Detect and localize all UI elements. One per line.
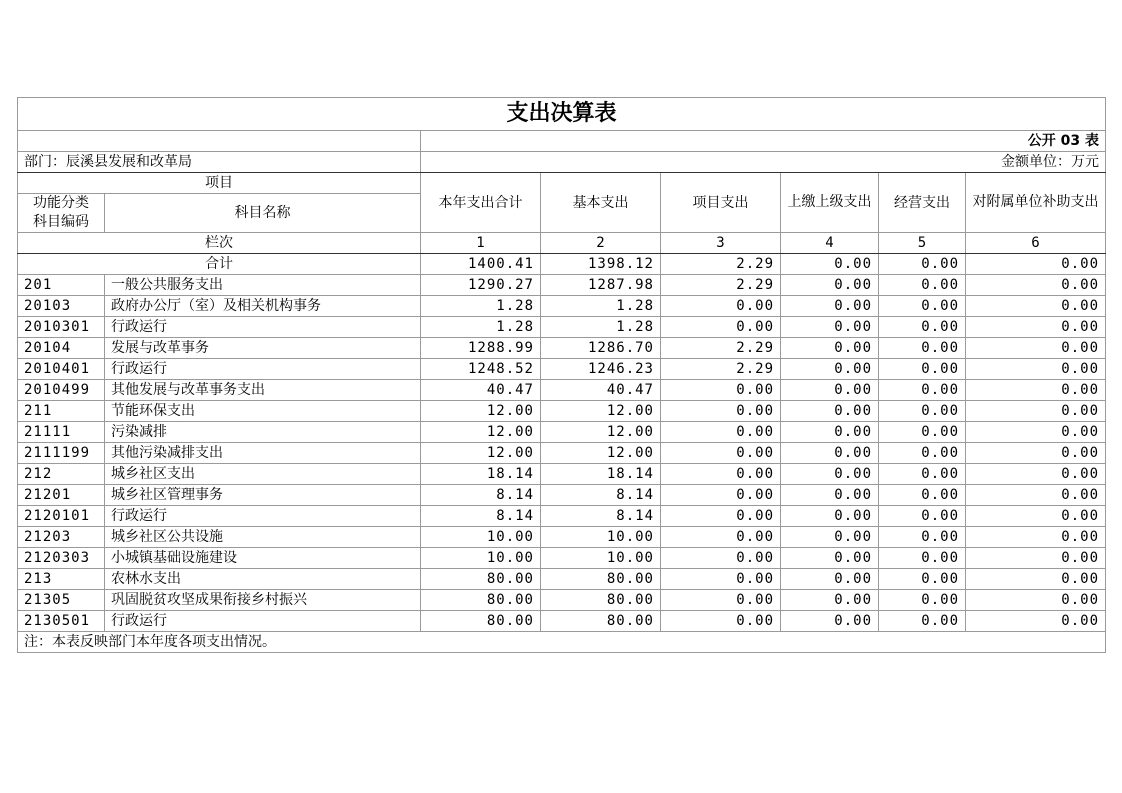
table-cell: 8.14: [421, 506, 541, 527]
table-row: [18, 401, 1106, 422]
subject-code: 213: [18, 569, 105, 590]
header-remit-upper: 上缴上级支出: [781, 173, 879, 233]
table-cell: 0.00: [879, 275, 966, 296]
subject-name: 城乡社区支出: [105, 464, 421, 485]
department-label: 部门：辰溪县发展和改革局: [18, 152, 421, 173]
table-row: [18, 317, 1106, 338]
subject-code: 21203: [18, 527, 105, 548]
table-cell: 0.00: [879, 338, 966, 359]
table-cell: 10.00: [541, 527, 661, 548]
subject-name: 其他污染减排支出: [105, 443, 421, 464]
table-cell: 0.00: [661, 611, 781, 632]
table-cell: 0.00: [661, 464, 781, 485]
subject-code: 2130501: [18, 611, 105, 632]
table-cell: 0.00: [781, 401, 879, 422]
table-cell: 0.00: [966, 317, 1106, 338]
table-cell: 0.00: [966, 506, 1106, 527]
table-cell: 1.28: [421, 317, 541, 338]
table-cell: 0.00: [781, 506, 879, 527]
subject-code: 2111199: [18, 443, 105, 464]
table-cell: 0.00: [879, 548, 966, 569]
subject-code: 2010301: [18, 317, 105, 338]
table-cell: 0.00: [879, 359, 966, 380]
table-cell: 0.00: [661, 590, 781, 611]
table-row: [18, 548, 1106, 569]
table-cell: 12.00: [541, 401, 661, 422]
table-cell: 0.00: [781, 338, 879, 359]
subject-name: 行政运行: [105, 611, 421, 632]
table-cell: 0.00: [879, 590, 966, 611]
table-cell: 0.00: [661, 422, 781, 443]
table-cell: 80.00: [421, 590, 541, 611]
table-cell: 10.00: [421, 527, 541, 548]
subject-name: 污染减排: [105, 422, 421, 443]
table-cell: 12.00: [421, 422, 541, 443]
table-cell: 0.00: [661, 296, 781, 317]
subject-name: 政府办公厅（室）及相关机构事务: [105, 296, 421, 317]
table-cell: 0.00: [661, 527, 781, 548]
subject-name: 一般公共服务支出: [105, 275, 421, 296]
table-cell: 1398.12: [541, 254, 661, 275]
table-row: [18, 506, 1106, 527]
table-row: [18, 422, 1106, 443]
table-cell: 2.29: [661, 275, 781, 296]
table-cell: 0.00: [966, 527, 1106, 548]
table-cell: 0.00: [966, 254, 1106, 275]
table-cell: 0.00: [879, 380, 966, 401]
subject-code: 21305: [18, 590, 105, 611]
table-cell: 1.28: [541, 317, 661, 338]
header-project: 项目支出: [661, 173, 781, 233]
table-cell: 0.00: [781, 464, 879, 485]
table-cell: 0.00: [781, 254, 879, 275]
header-basic: 基本支出: [541, 173, 661, 233]
table-cell: 0.00: [879, 254, 966, 275]
form-code: 公开 03 表: [421, 131, 1106, 152]
table-cell: 0.00: [781, 359, 879, 380]
table-row: [18, 443, 1106, 464]
table-row: [18, 611, 1106, 632]
column-number: 5: [879, 233, 966, 254]
table-cell: 0.00: [966, 296, 1106, 317]
table-cell: 0.00: [966, 464, 1106, 485]
subject-name: 城乡社区公共设施: [105, 527, 421, 548]
column-index-label: 栏次: [18, 233, 421, 254]
subject-code: 211: [18, 401, 105, 422]
table-cell: 1287.98: [541, 275, 661, 296]
table-cell: 12.00: [541, 422, 661, 443]
table-cell: 80.00: [421, 569, 541, 590]
table-cell: 0.00: [661, 485, 781, 506]
table-row: [18, 590, 1106, 611]
blank-cell: [18, 131, 421, 152]
table-cell: 0.00: [781, 527, 879, 548]
table-cell: 0.00: [661, 380, 781, 401]
table-cell: 0.00: [879, 485, 966, 506]
table-row: [18, 359, 1106, 380]
table-cell: 18.14: [541, 464, 661, 485]
table-cell: 0.00: [966, 422, 1106, 443]
table-row: [18, 464, 1106, 485]
column-number: 1: [421, 233, 541, 254]
header-business: 经营支出: [879, 173, 966, 233]
table-cell: 12.00: [421, 443, 541, 464]
table-cell: 0.00: [966, 380, 1106, 401]
table-note: 注：本表反映部门本年度各项支出情况。: [18, 632, 1106, 653]
table-cell: 40.47: [541, 380, 661, 401]
table-cell: 0.00: [879, 611, 966, 632]
table-cell: 0.00: [879, 569, 966, 590]
table-row: [18, 527, 1106, 548]
subject-name: 其他发展与改革事务支出: [105, 380, 421, 401]
table-cell: 10.00: [421, 548, 541, 569]
subject-name: 农林水支出: [105, 569, 421, 590]
table-cell: 1248.52: [421, 359, 541, 380]
table-cell: 12.00: [421, 401, 541, 422]
table-cell: 0.00: [781, 548, 879, 569]
table-cell: 10.00: [541, 548, 661, 569]
expenditure-table: [17, 97, 1106, 653]
column-number: 3: [661, 233, 781, 254]
subject-name: 小城镇基础设施建设: [105, 548, 421, 569]
table-cell: 0.00: [781, 569, 879, 590]
table-cell: 18.14: [421, 464, 541, 485]
table-cell: 0.00: [879, 296, 966, 317]
totals-row: [18, 254, 1106, 275]
subject-name: 行政运行: [105, 317, 421, 338]
table-cell: 0.00: [781, 485, 879, 506]
table-row: [18, 569, 1106, 590]
subject-code: 20104: [18, 338, 105, 359]
table-cell: 0.00: [966, 485, 1106, 506]
totals-label: 合计: [18, 254, 421, 275]
table-cell: 0.00: [966, 275, 1106, 296]
table-cell: 80.00: [421, 611, 541, 632]
subject-name: 发展与改革事务: [105, 338, 421, 359]
table-cell: 0.00: [966, 443, 1106, 464]
table-cell: 0.00: [879, 443, 966, 464]
table-cell: 12.00: [541, 443, 661, 464]
header-subsidy: 对附属单位补助支出: [966, 173, 1106, 233]
table-cell: 8.14: [541, 506, 661, 527]
table-cell: 0.00: [966, 401, 1106, 422]
table-cell: 0.00: [966, 611, 1106, 632]
table-cell: 0.00: [879, 401, 966, 422]
subject-code: 21111: [18, 422, 105, 443]
table-cell: 0.00: [661, 401, 781, 422]
table-cell: 1246.23: [541, 359, 661, 380]
table-cell: 1288.99: [421, 338, 541, 359]
table-cell: 1.28: [421, 296, 541, 317]
subject-code: 201: [18, 275, 105, 296]
unit-label: 金额单位：万元: [421, 152, 1106, 173]
table-row: [18, 338, 1106, 359]
table-cell: 0.00: [781, 317, 879, 338]
header-item: 项目: [18, 173, 421, 194]
table-cell: 0.00: [966, 569, 1106, 590]
header-total: 本年支出合计: [421, 173, 541, 233]
table-cell: 80.00: [541, 590, 661, 611]
table-cell: 1290.27: [421, 275, 541, 296]
subject-name: 行政运行: [105, 359, 421, 380]
table-cell: 2.29: [661, 338, 781, 359]
subject-code: 2120101: [18, 506, 105, 527]
table-cell: 0.00: [661, 506, 781, 527]
subject-code: 212: [18, 464, 105, 485]
table-cell: 2.29: [661, 254, 781, 275]
table-cell: 0.00: [661, 548, 781, 569]
subject-code: 2010499: [18, 380, 105, 401]
column-number: 2: [541, 233, 661, 254]
column-number: 4: [781, 233, 879, 254]
data-rows: [18, 275, 1106, 632]
table-cell: 1400.41: [421, 254, 541, 275]
table-cell: 0.00: [966, 338, 1106, 359]
subject-name: 城乡社区管理事务: [105, 485, 421, 506]
table-cell: 80.00: [541, 569, 661, 590]
table-cell: 0.00: [781, 296, 879, 317]
table-cell: 0.00: [781, 422, 879, 443]
table-row: [18, 380, 1106, 401]
table-cell: 0.00: [661, 443, 781, 464]
table-cell: 0.00: [879, 464, 966, 485]
table-cell: 0.00: [879, 317, 966, 338]
subject-name: 行政运行: [105, 506, 421, 527]
header-func-code: 功能分类 科目编码: [18, 194, 105, 233]
subject-code: 2010401: [18, 359, 105, 380]
table-cell: 0.00: [781, 611, 879, 632]
subject-code: 20103: [18, 296, 105, 317]
table-row: [18, 275, 1106, 296]
page-title: 支出决算表: [18, 98, 1106, 131]
table-cell: 8.14: [421, 485, 541, 506]
table-cell: 0.00: [781, 590, 879, 611]
column-number: 6: [966, 233, 1106, 254]
table-cell: 80.00: [541, 611, 661, 632]
table-row: [18, 485, 1106, 506]
table-cell: 0.00: [879, 527, 966, 548]
table-cell: 0.00: [879, 422, 966, 443]
table-cell: 0.00: [781, 380, 879, 401]
table-row: [18, 296, 1106, 317]
table-cell: 0.00: [879, 506, 966, 527]
subject-name: 巩固脱贫攻坚成果衔接乡村振兴: [105, 590, 421, 611]
table-cell: 2.29: [661, 359, 781, 380]
table-cell: 0.00: [966, 548, 1106, 569]
table-cell: 0.00: [966, 590, 1106, 611]
table-cell: 0.00: [966, 359, 1106, 380]
table-cell: 40.47: [421, 380, 541, 401]
subject-name: 节能环保支出: [105, 401, 421, 422]
subject-code: 2120303: [18, 548, 105, 569]
table-cell: 0.00: [781, 275, 879, 296]
table-cell: 1.28: [541, 296, 661, 317]
table-cell: 0.00: [661, 317, 781, 338]
table-cell: 0.00: [661, 569, 781, 590]
table-cell: 8.14: [541, 485, 661, 506]
table-cell: 1286.70: [541, 338, 661, 359]
table-cell: 0.00: [781, 443, 879, 464]
header-subject-name: 科目名称: [105, 194, 421, 233]
subject-code: 21201: [18, 485, 105, 506]
